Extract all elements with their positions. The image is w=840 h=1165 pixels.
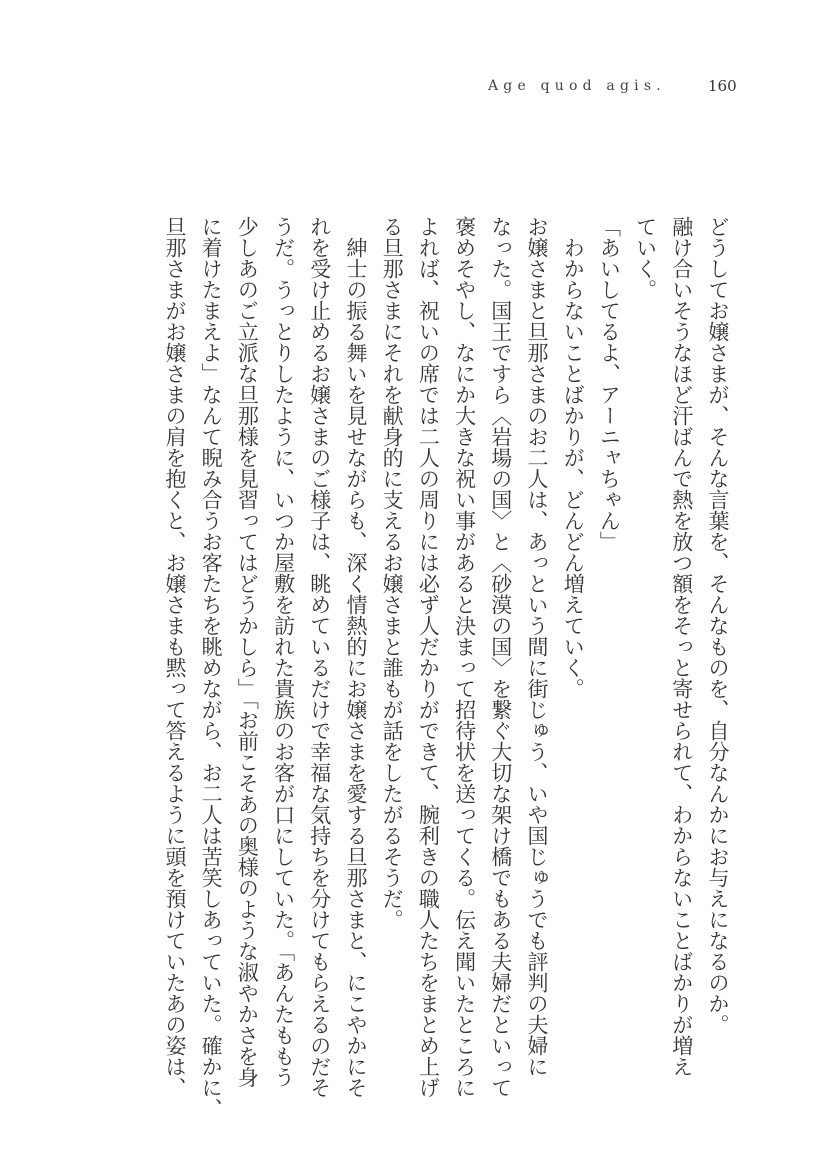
text-line: に着けたまえよ」なんて睨み合うお客たちを眺めながら、お二人は苦笑しあっていた。確かに、 — [199, 216, 224, 1119]
text-line: うだ。うっとりしたように、いつか屋敷を訪れた貴族のお客が口にしていた。「あんたももう — [271, 216, 296, 1088]
text-line: 融け合いそうなほど汗ばんで熱を放つ額をそっと寄せられて、わからないことばかりが増え — [669, 216, 694, 1077]
text-line: 旦那さまがお嬢さまの肩を抱くと、お嬢さまも黙って答えるように頭を預けていたあの姿は、 — [162, 216, 187, 1098]
text-line: 少しあのご立派な旦那様を見習ってはどうかしら」「お前こそあの奥様のような淑やかさを身 — [235, 216, 260, 1088]
vertical-body-text — [157, 216, 736, 1119]
text-line: よれば、祝いの席では二人の周りには必ず人だかりができて、腕利きの職人たちをまとめ上げ — [416, 216, 441, 1098]
text-line: 「あいしてるよ、アーニャちゃん」 — [597, 216, 622, 552]
page-number: 160 — [708, 77, 737, 95]
text-line: れを受け止めるお嬢さまのご様子は、眺めているだけで幸福な気持ちを分けてもらえるのだそ — [307, 216, 332, 1098]
text-line: なった。国王ですら〈岩場の国〉と〈砂漠の国〉を繋ぐ大切な架け橋でもある夫婦だといって — [488, 216, 513, 1098]
text-line: ていく。 — [633, 216, 658, 300]
text-line: わからないことばかりが、どんどん増えていく。 — [561, 216, 586, 699]
text-line: る旦那さまにそれを献身的に支えるお嬢さまと誰もが話をしたがるそうだ。 — [380, 216, 405, 930]
text-line: お嬢さまと旦那さまのお二人は、あっという間に街じゅう、いや国じゅうでも評判の夫婦に — [524, 216, 549, 1077]
text-line: 紳士の振る舞いを見せながらも、深く情熱的にお嬢さまを愛する旦那さまと、にこやかにそ — [343, 216, 368, 1098]
text-line: 褒めそやし、なにか大きな祝い事があると決まって招待状を送ってくる。伝え聞いたところに — [452, 216, 477, 1098]
text-line: どうしてお嬢さまが、そんな言葉を、そんなものを、自分なんかにお与えになるのか。 — [706, 216, 730, 1035]
running-head-title: Age quod agis. — [488, 78, 666, 94]
